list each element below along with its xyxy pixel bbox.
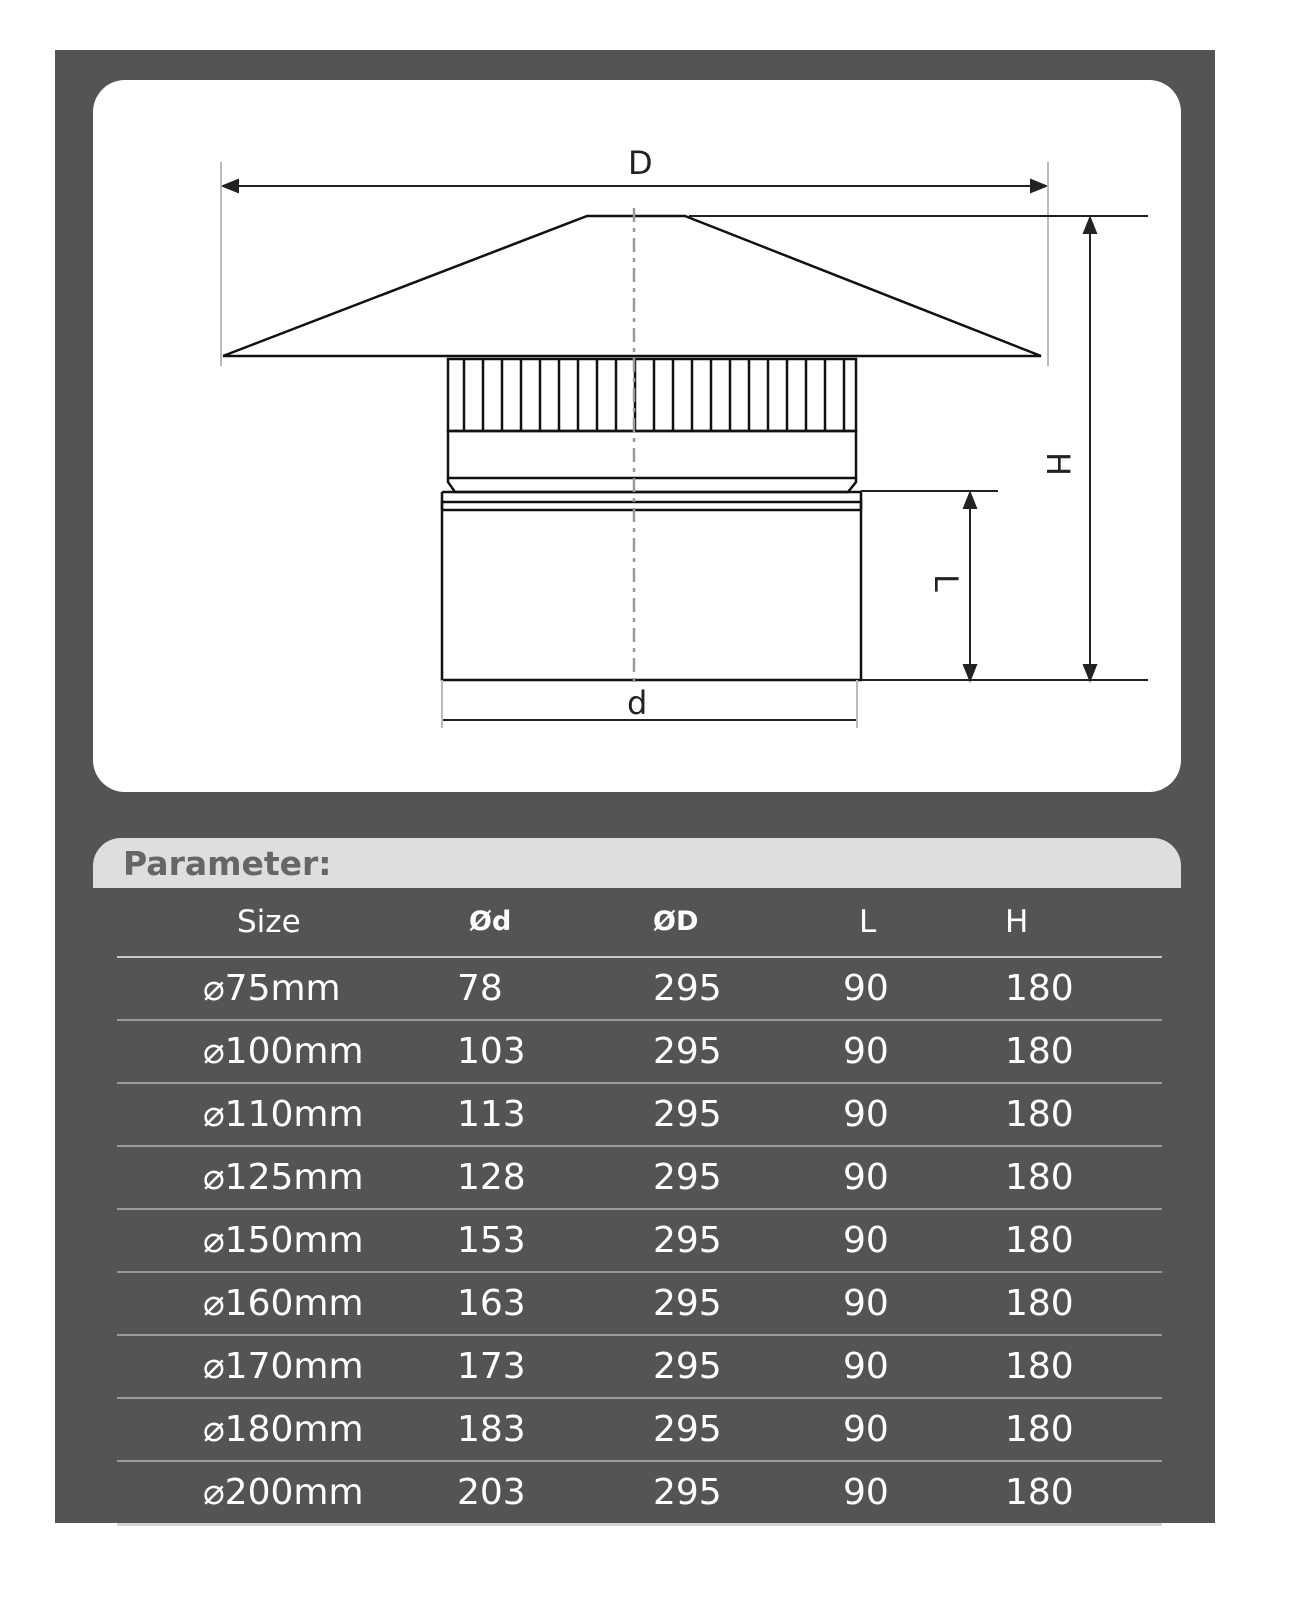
- cell-length: 90: [843, 1157, 889, 1198]
- cell-outer-diameter: 295: [653, 1157, 722, 1198]
- cell-size: ⌀160mm: [203, 1283, 364, 1324]
- column-header-size: Size: [237, 904, 301, 940]
- cell-length: 90: [843, 968, 889, 1009]
- cell-size: ⌀75mm: [203, 968, 341, 1009]
- cell-height: 180: [1005, 1094, 1074, 1135]
- cell-size: ⌀170mm: [203, 1346, 364, 1387]
- cell-length: 90: [843, 1283, 889, 1324]
- table-row: [117, 1210, 1162, 1273]
- chimney-cap-drawing: [93, 80, 1181, 792]
- cell-outer-diameter: 295: [653, 1346, 722, 1387]
- column-header-outer-diameter: ØD: [653, 906, 699, 937]
- cell-outer-diameter: 295: [653, 1283, 722, 1324]
- label-H: H: [1039, 452, 1077, 477]
- cell-inner-diameter: 183: [457, 1409, 526, 1450]
- pipe-body: [442, 502, 861, 680]
- cell-height: 180: [1005, 968, 1074, 1009]
- table-row: [117, 1147, 1162, 1210]
- cell-inner-diameter: 113: [457, 1094, 526, 1135]
- cell-inner-diameter: 128: [457, 1157, 526, 1198]
- cell-length: 90: [843, 1472, 889, 1513]
- cap-cone: [223, 216, 1041, 356]
- parameter-header-band: [93, 838, 1181, 888]
- parameter-title: Parameter:: [123, 844, 332, 883]
- table-row: [117, 1336, 1162, 1399]
- cell-outer-diameter: 295: [653, 1409, 722, 1450]
- cell-height: 180: [1005, 1157, 1074, 1198]
- cell-inner-diameter: 163: [457, 1283, 526, 1324]
- column-header-length: L: [859, 904, 877, 940]
- cell-outer-diameter: 295: [653, 968, 722, 1009]
- label-D: D: [628, 144, 653, 182]
- cell-size: ⌀150mm: [203, 1220, 364, 1261]
- cell-outer-diameter: 295: [653, 1220, 722, 1261]
- cell-inner-diameter: 203: [457, 1472, 526, 1513]
- cell-length: 90: [843, 1220, 889, 1261]
- table-body: [117, 958, 1162, 1526]
- cell-size: ⌀200mm: [203, 1472, 364, 1513]
- collar-band: [448, 431, 856, 478]
- cell-size: ⌀100mm: [203, 1031, 364, 1072]
- table-row: [117, 1273, 1162, 1336]
- table-row: [117, 1084, 1162, 1147]
- cell-height: 180: [1005, 1283, 1074, 1324]
- cell-outer-diameter: 295: [653, 1031, 722, 1072]
- table-row: [117, 1021, 1162, 1084]
- cell-inner-diameter: 78: [457, 968, 503, 1009]
- parameter-table: [117, 890, 1162, 1526]
- label-L: L: [927, 574, 965, 592]
- cell-length: 90: [843, 1409, 889, 1450]
- cell-height: 180: [1005, 1472, 1074, 1513]
- table-row: [117, 1399, 1162, 1462]
- cell-height: 180: [1005, 1346, 1074, 1387]
- cell-inner-diameter: 103: [457, 1031, 526, 1072]
- cell-inner-diameter: 153: [457, 1220, 526, 1261]
- cell-size: ⌀125mm: [203, 1157, 364, 1198]
- column-header-height: H: [1005, 904, 1029, 940]
- technical-drawing-card: [93, 80, 1181, 792]
- cell-length: 90: [843, 1094, 889, 1135]
- cell-height: 180: [1005, 1031, 1074, 1072]
- cell-outer-diameter: 295: [653, 1472, 722, 1513]
- cell-length: 90: [843, 1346, 889, 1387]
- slotted-collar: [448, 359, 856, 431]
- table-row: [117, 1462, 1162, 1526]
- collar-neck: [448, 478, 856, 492]
- cell-size: ⌀110mm: [203, 1094, 364, 1135]
- cell-inner-diameter: 173: [457, 1346, 526, 1387]
- cell-size: ⌀180mm: [203, 1409, 364, 1450]
- cell-height: 180: [1005, 1220, 1074, 1261]
- cell-outer-diameter: 295: [653, 1094, 722, 1135]
- table-header: [117, 890, 1162, 958]
- label-d: d: [627, 684, 648, 722]
- table-row: [117, 958, 1162, 1021]
- cell-length: 90: [843, 1031, 889, 1072]
- column-header-inner-diameter: Ød: [469, 906, 512, 937]
- cell-height: 180: [1005, 1409, 1074, 1450]
